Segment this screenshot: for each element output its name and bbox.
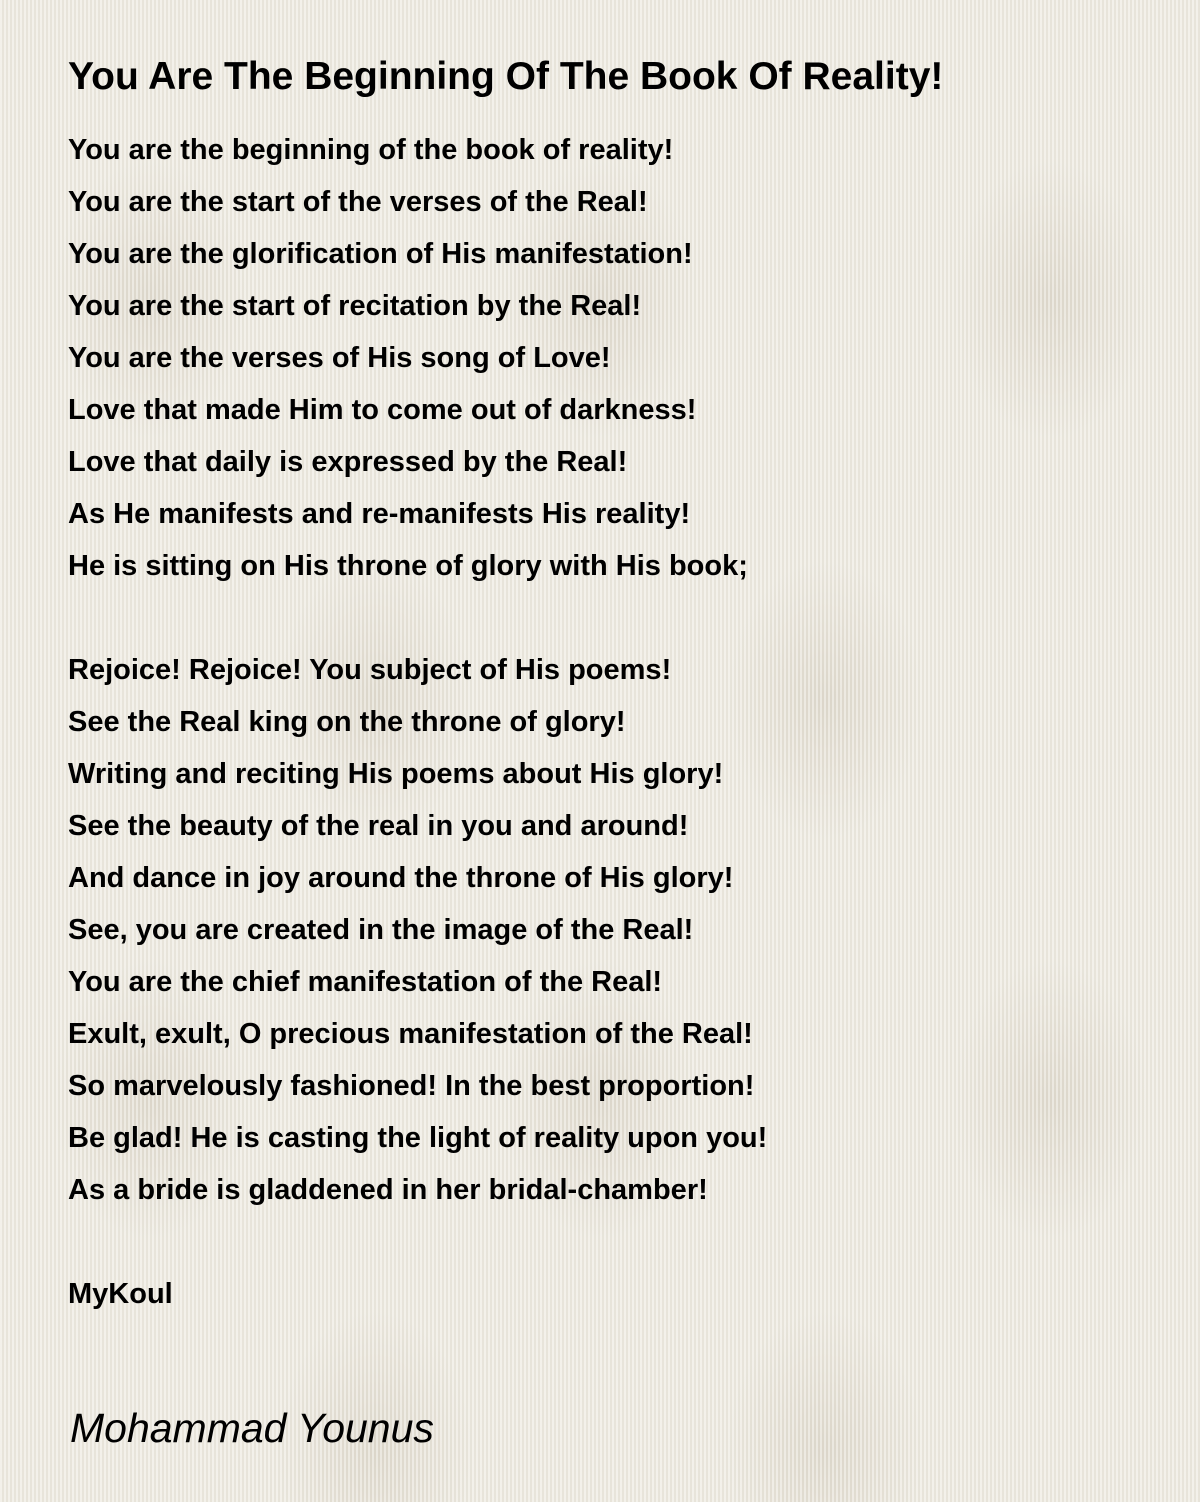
poem-line: You are the beginning of the book of reality!: [68, 134, 674, 166]
poem-line: So marvelously fashioned! In the best proportion!: [68, 1070, 755, 1102]
poem-line: As He manifests and re-manifests His reality!: [68, 498, 691, 530]
poem-line: You are the glorification of His manifestation!: [68, 238, 693, 270]
poem-line: You are the start of recitation by the Real!: [68, 290, 642, 322]
poem-line: See, you are created in the image of the Real!: [68, 914, 694, 946]
poem-line: See the Real king on the throne of glory!: [68, 706, 626, 738]
poem-line: Rejoice! Rejoice! You subject of His poems!: [68, 654, 672, 686]
poem-signoff: MyKoul: [68, 1278, 173, 1310]
poem-line: You are the verses of His song of Love!: [68, 342, 611, 374]
poem-line: And dance in joy around the throne of His glory!: [68, 862, 734, 894]
poem-line: You are the start of the verses of the Real!: [68, 186, 648, 218]
poem-line: Exult, exult, O precious manifestation of the Real!: [68, 1018, 753, 1050]
poem-line: He is sitting on His throne of glory with His book;: [68, 550, 748, 582]
poem-line: Love that daily is expressed by the Real!: [68, 446, 628, 478]
poem-line: As a bride is gladdened in her bridal-chamber!: [68, 1174, 708, 1206]
poem-line: You are the chief manifestation of the Real!: [68, 966, 663, 998]
poem-line: Writing and reciting His poems about His glory!: [68, 758, 724, 790]
poem-page: [68, 52, 1148, 1320]
poem-title: You Are The Beginning Of The Book Of Reality!: [68, 55, 944, 98]
stanza-1: [68, 124, 1148, 592]
poem-line: See the beauty of the real in you and around!: [68, 810, 689, 842]
poem-line: Love that made Him to come out of darkness!: [68, 394, 697, 426]
poem-line: Be glad! He is casting the light of reality upon you!: [68, 1122, 768, 1154]
stanza-2: [68, 644, 1148, 1216]
author-name: Mohammad Younus: [70, 1405, 434, 1451]
